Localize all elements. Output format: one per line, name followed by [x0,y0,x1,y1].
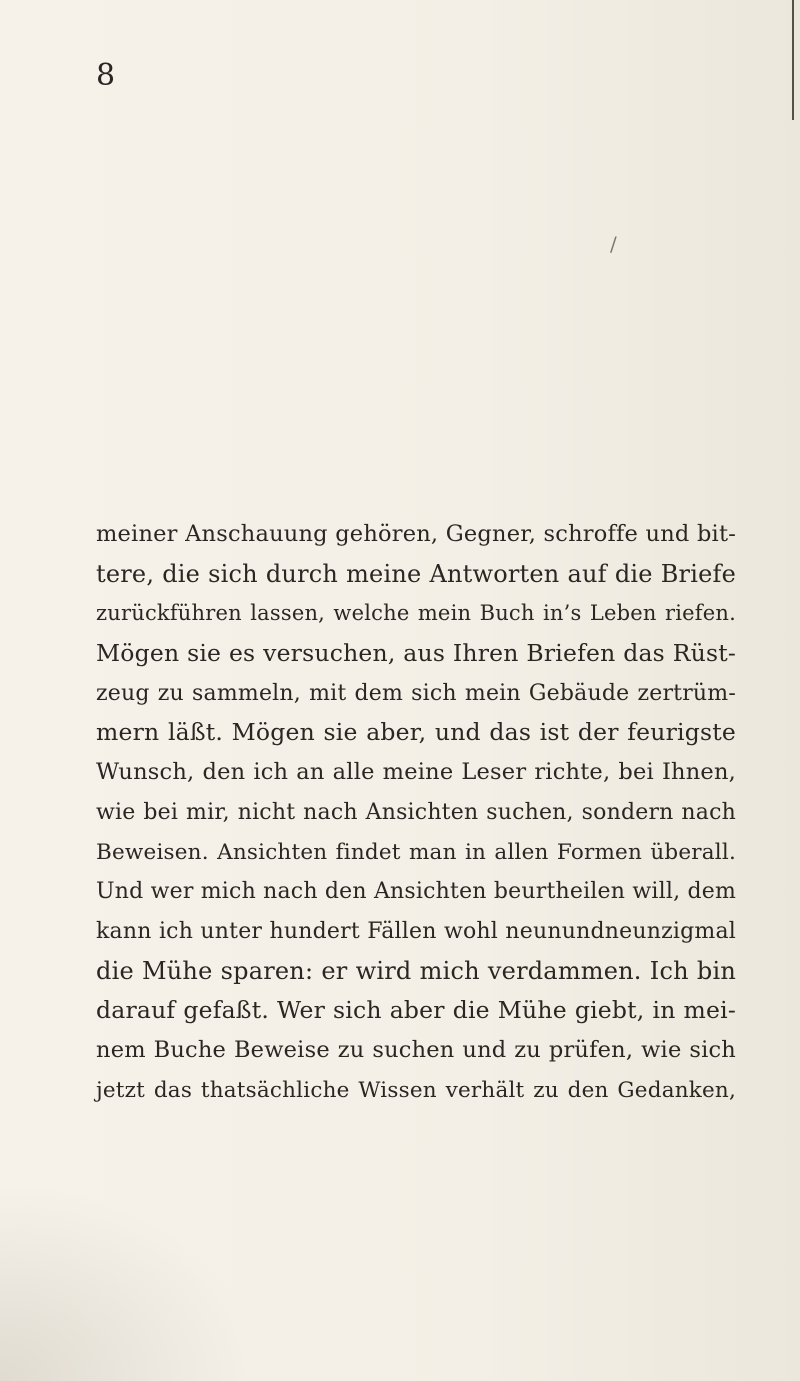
text-line: nem Buche Beweise zu suchen und zu prüfen, wie sich [96,1036,736,1063]
text-line: zeug zu sammeln, mit dem sich mein Gebäude zertrüm- [96,680,736,706]
text-line: wie bei mir, nicht nach Ansichten suchen, sondern nach [96,799,736,825]
text-line: tere, die sich durch meine Antworten auf die Briefe [96,559,736,588]
text-line: darauf gefaßt. Wer sich aber die Mühe giebt, in mei- [96,996,736,1025]
text-line: kann ich unter hundert Fällen wohl neunundneunzigmal [96,918,736,944]
text-line: die Mühe sparen: er wird mich verdammen. Ich bin [96,956,736,985]
text-line: meiner Anschauung gehören, Gegner, schroffe und bit- [96,521,736,547]
page-edge-line [792,0,794,120]
body-text [96,515,736,1110]
text-line: Wunsch, den ich an alle meine Leser richte, bei Ihnen, [96,759,736,786]
pencil-mark: / [610,232,617,256]
text-line: mern läßt. Mögen sie aber, und das ist der feurigste [96,718,736,747]
text-line: jetzt das thatsächliche Wissen verhält zu den Gedanken, [96,1077,736,1103]
page-number: 8 [96,58,117,93]
text-line: Mögen sie es versuchen, aus Ihren Briefen das Rüst- [96,639,736,668]
text-line: zurückführen lassen, welche mein Buch in’s Leben riefen. [96,601,736,626]
text-line: Beweisen. Ansichten findet man in allen Formen überall. [96,839,736,865]
text-line: Und wer mich nach den Ansichten beurtheilen will, dem [96,879,737,905]
page-shadow [0,1181,260,1381]
